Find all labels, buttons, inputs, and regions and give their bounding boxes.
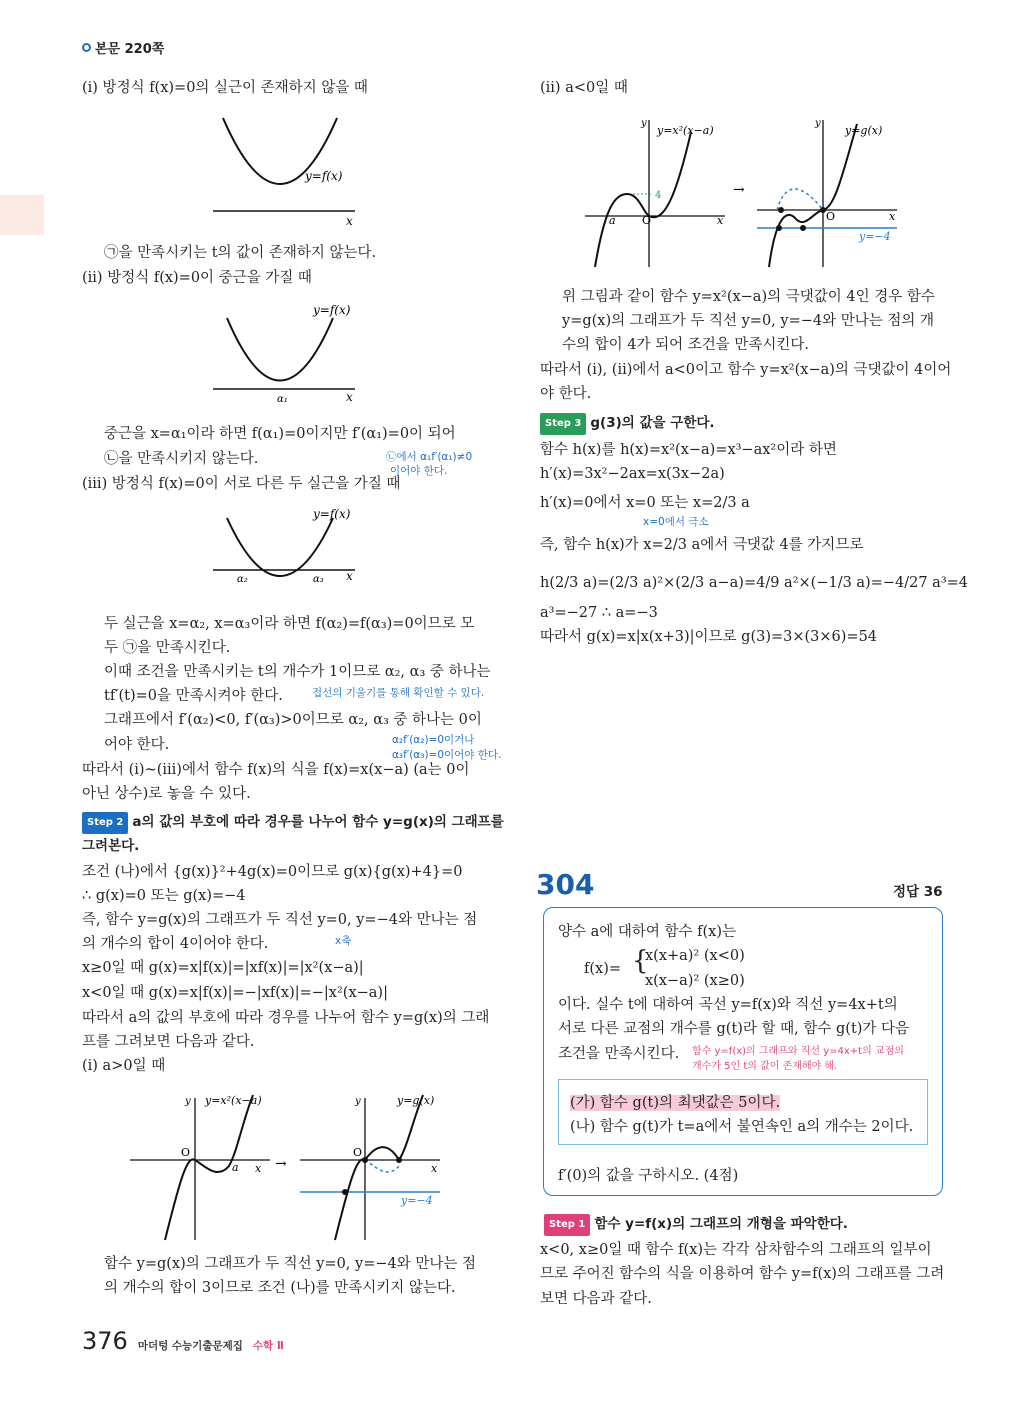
margin-note: α₂f′(α₂)=0이거나	[392, 734, 475, 746]
step3-heading	[540, 413, 715, 435]
problem-text: 조건을 만족시킨다.	[558, 1046, 680, 1062]
intersection-point	[776, 225, 782, 231]
step3-badge: Step 3	[540, 413, 586, 435]
body-text: 함수 h(x)를 h(x)=x²(x−a)=x³−ax²이라 하면	[540, 442, 837, 458]
case-heading: (i) a>0일 때	[82, 1058, 166, 1074]
origin-label: O	[353, 1146, 363, 1159]
header-label: 본문 220쪽	[95, 42, 165, 57]
axis-x-label: x	[255, 1162, 262, 1175]
answer-label: 정답 36	[893, 884, 943, 900]
graph-no-root	[205, 110, 365, 230]
intersection-point	[396, 1157, 402, 1163]
body-text: 따라서 a의 값의 부호에 따라 경우를 나누어 함수 y=g(x)의 그래	[82, 1010, 490, 1026]
body-text: ∴ g(x)=0 또는 g(x)=−4	[82, 888, 246, 904]
axis-x-label: x	[431, 1162, 438, 1175]
brace: {	[632, 946, 649, 976]
page-number: 376	[82, 1327, 128, 1355]
book-title: 마더텅 수능기출문제집	[137, 1340, 243, 1352]
graph-a-negative	[585, 112, 915, 272]
body-text: x<0, x≥0일 때 함수 f(x)는 각각 삼차함수의 그래프의 일부이	[540, 1242, 932, 1258]
body-text: y=g(x)의 그래프가 두 직선 y=0, y=−4와 만나는 점의 개	[562, 313, 934, 329]
graph-label: y=g(x)	[397, 1094, 435, 1107]
parabola-curve	[227, 518, 333, 576]
axis-x-label: x	[346, 569, 353, 583]
graph-label: y=x²(x−a)	[657, 124, 714, 137]
body-text: 조건 (나)에서 {g(x)}²+4g(x)=0이므로 g(x){g(x)+4}=0	[82, 864, 463, 880]
line-label: y=−4	[401, 1194, 433, 1207]
condition-na: (나) 함수 g(t)가 t=a에서 불연속인 a의 개수는 2이다.	[570, 1119, 914, 1135]
parabola-curve	[227, 318, 333, 381]
function-def: f(x)=	[584, 961, 622, 977]
problem-text: 서로 다른 교점의 개수를 g(t)라 할 때, 함수 g(t)가 다음	[558, 1021, 910, 1037]
subject-label: 수학 Ⅱ	[252, 1340, 284, 1352]
axis-y-label: y	[641, 118, 647, 129]
problem-number: 304	[536, 868, 595, 901]
margin-note: x=0에서 극소	[643, 516, 709, 528]
graph-label: y=g(x)	[845, 124, 883, 137]
body-text: x<0일 때 g(x)=x|f(x)|=−|xf(x)|=−|x²(x−a)|	[82, 985, 388, 1001]
body-text: 두 실근을 x=α₂, x=α₃이라 하면 f(α₂)=f(α₃)=0이므로 모	[104, 616, 475, 632]
graph-label: y=f(x)	[313, 303, 351, 317]
body-text: 즉, 함수 y=g(x)의 그래프가 두 직선 y=0, y=−4와 만나는 점	[82, 912, 478, 928]
case-heading: (i) 방정식 f(x)=0의 실근이 존재하지 않을 때	[82, 80, 368, 96]
body-text: a³=−27 ∴ a=−3	[540, 605, 658, 621]
root-label: α₁	[277, 394, 288, 405]
body-text: x≥0일 때 g(x)=x|f(x)|=|xf(x)|=|x²(x−a)|	[82, 960, 364, 976]
case-heading: (ii) 방정식 f(x)=0이 중근을 가질 때	[82, 270, 312, 286]
step3-title: g(3)의 값을 구한다.	[590, 415, 715, 431]
axis-x-label: x	[346, 214, 353, 228]
case-heading: (iii) 방정식 f(x)=0이 서로 다른 두 실근을 가질 때	[82, 476, 401, 492]
cubic-curve	[165, 1095, 253, 1240]
graph-label: y=x²(x−a)	[205, 1094, 262, 1107]
body-text: 함수 y=g(x)의 그래프가 두 직선 y=0, y=−4와 만나는 점	[104, 1256, 476, 1272]
margin-note: 이어야 한다.	[390, 465, 448, 477]
step1-badge: Step 1	[544, 1214, 590, 1236]
problem-text: 양수 a에 대하여 함수 f(x)는	[558, 924, 737, 940]
body-text: 따라서 (i)~(iii)에서 함수 f(x)의 식을 f(x)=x(x−a) (a는 0이	[82, 762, 470, 778]
axis-x-label: x	[889, 210, 896, 223]
axis-x-label: x	[346, 390, 353, 404]
body-text: 의 개수의 합이 4이어야 한다.	[82, 936, 269, 952]
question-text: f′(0)의 값을 구하시오. (4점)	[558, 1168, 739, 1184]
axis-y-label: y	[815, 118, 821, 129]
body-text: 중근을 x=α₁이라 하면 f(α₁)=0이지만 f′(α₁)=0이 되어	[104, 426, 456, 442]
body-text: 수의 합이 4가 되어 조건을 만족시킨다.	[562, 337, 809, 353]
case-1: x(x+a)² (x<0)	[645, 948, 745, 964]
a-label: a	[609, 214, 616, 227]
intersection-point	[800, 225, 806, 231]
body-text: 야 한다.	[540, 386, 592, 402]
reflected-dashed-curve	[777, 189, 823, 210]
origin-label: O	[642, 214, 652, 227]
body-text: ㉡을 만족시키지 않는다.	[104, 451, 259, 467]
body-text: tf′(t)=0을 만족시켜야 한다.	[104, 688, 283, 704]
margin-note: α₃f′(α₃)=0이어야 한다.	[392, 749, 502, 761]
step2-title-cont: 그려본다.	[82, 838, 140, 854]
body-text: 어야 한다.	[104, 737, 170, 753]
intersection-point	[778, 207, 784, 213]
page-header	[82, 38, 164, 57]
case-heading: (ii) a<0일 때	[540, 80, 628, 96]
problem-text: 이다. 실수 t에 대하여 곡선 y=f(x)와 직선 y=4x+t의	[558, 997, 898, 1013]
axis-x-label: x	[717, 214, 724, 227]
arrow-icon: →	[275, 1156, 287, 1172]
body-text: 프를 그려보면 다음과 같다.	[82, 1034, 255, 1050]
g-curve	[769, 124, 857, 267]
axis-y-label: y	[185, 1096, 191, 1107]
body-text: 그래프에서 f′(α₂)<0, f′(α₃)>0이므로 α₂, α₃ 중 하나는 0이	[104, 712, 482, 728]
graph-a-positive	[125, 1090, 455, 1250]
g-curve	[335, 1095, 423, 1240]
graph-double-root	[205, 298, 365, 408]
margin-note: ㉡에서 α₁f′(α₁)≠0	[386, 451, 473, 463]
cubic-curve	[595, 132, 691, 267]
origin-label: O	[826, 210, 836, 223]
body-text: 따라서 g(x)=x|x(x+3)|이므로 g(3)=3×(3×6)=54	[540, 629, 878, 645]
side-tab-mark	[0, 195, 44, 235]
case-2: x(x−a)² (x≥0)	[645, 973, 745, 989]
body-text: 두 ㉠을 만족시킨다.	[104, 640, 231, 656]
condition-ga	[570, 1093, 780, 1113]
intersection-point	[342, 1189, 348, 1195]
body-text: h′(x)=0에서 x=0 또는 x=2/3 a	[540, 495, 750, 511]
step2-badge: Step 2	[82, 812, 128, 834]
step1-heading	[544, 1214, 848, 1236]
margin-note: 접선의 기울기를 통해 확인할 수 있다.	[312, 687, 485, 699]
root-label: α₃	[313, 574, 324, 585]
body-text: h(2/3 a)=(2/3 a)²×(2/3 a−a)=4/9 a²×(−1/3 a)=−4/27 a³=4	[540, 575, 969, 591]
body-text: 따라서 (i), (ii)에서 a<0이고 함수 y=x²(x−a)의 극댓값이 4이어	[540, 362, 952, 378]
hint-note: 개수가 5인 t의 값이 존재해야 해.	[692, 1061, 838, 1072]
step1-title: 함수 y=f(x)의 그래프의 개형을 파악한다.	[594, 1216, 848, 1232]
origin-label: O	[181, 1146, 191, 1159]
hint-note: 함수 y=f(x)의 그래프와 직선 y=4x+t의 교점의	[692, 1046, 904, 1057]
body-text: 아닌 상수)로 놓을 수 있다.	[82, 786, 251, 802]
body-text: 즉, 함수 h(x)가 x=2/3 a에서 극댓값 4를 가지므로	[540, 537, 864, 553]
reflected-dashed-curve	[365, 1160, 399, 1172]
max-value-label: 4	[655, 190, 662, 201]
graph-label: y=f(x)	[305, 169, 343, 183]
step2-heading	[82, 812, 504, 834]
graph-two-roots	[205, 504, 365, 604]
line-label: y=−4	[859, 230, 891, 243]
body-text: 이때 조건을 만족시키는 t의 개수가 1이므로 α₂, α₃ 중 하나는	[104, 664, 491, 680]
highlight: (가) 함수 g(t)의 최댓값은 5이다.	[570, 1095, 781, 1111]
body-text: 위 그림과 같이 함수 y=x²(x−a)의 극댓값이 4인 경우 함수	[562, 289, 935, 305]
body-text: 므로 주어진 함수의 식을 이용하여 함수 y=f(x)의 그래프를 그려	[540, 1266, 945, 1282]
intersection-point	[362, 1157, 368, 1163]
body-text: 보면 다음과 같다.	[540, 1291, 652, 1307]
root-label: α₂	[237, 574, 248, 585]
arrow-icon: →	[733, 182, 745, 198]
a-label: a	[232, 1161, 239, 1174]
graph-label: y=f(x)	[313, 507, 351, 521]
step2-title: a의 값의 부호에 따라 경우를 나누어 함수 y=g(x)의 그래프를	[132, 814, 504, 830]
body-text: 의 개수의 합이 3이므로 조건 (나)를 만족시키지 않는다.	[104, 1280, 456, 1296]
body-text: ㉠을 만족시키는 t의 값이 존재하지 않는다.	[104, 245, 377, 261]
page-footer	[82, 1327, 284, 1355]
axis-y-label: y	[355, 1096, 361, 1107]
body-text: h′(x)=3x²−2ax=x(3x−2a)	[540, 466, 725, 482]
margin-note: x축	[335, 935, 352, 947]
circle-icon	[82, 43, 91, 52]
